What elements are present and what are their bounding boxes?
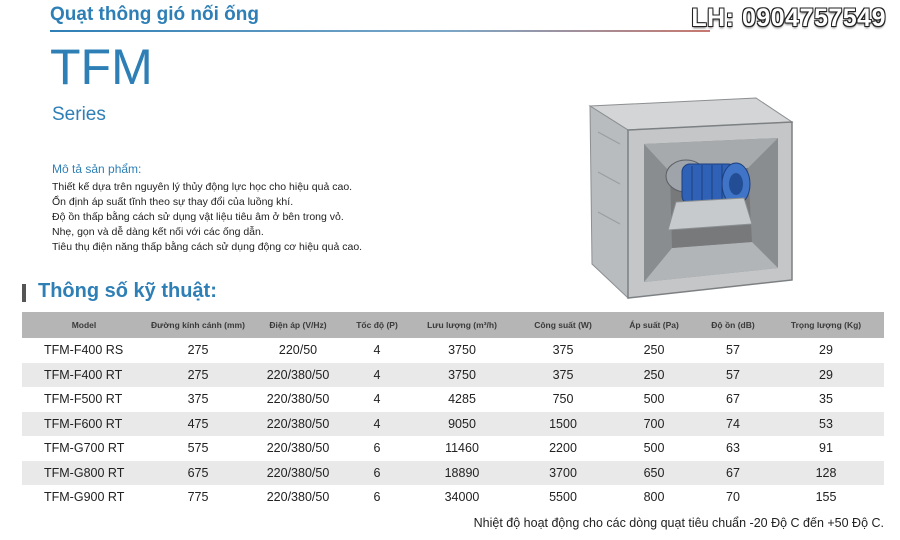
table-cell: 220/380/50 [266,392,330,407]
table-row [22,338,884,363]
table-cell: 57 [726,343,740,358]
table-cell: 128 [768,461,884,486]
table-cell: 1500 [516,412,610,437]
specs-title: Thông số kỹ thuật: [38,280,217,302]
table-cell: 5500 [549,490,577,505]
table-cell: 63 [726,441,740,456]
table-cell: TFM-F400 RT [22,363,146,388]
column-header: Đường kính cánh (mm) [146,312,250,338]
column-header: Điện áp (V/Hz) [250,312,346,338]
column-header: Trọng lượng (Kg) [768,312,884,338]
table-cell: TFM-G800 RT [22,461,146,486]
table-cell: 3700 [516,461,610,486]
section-marker [22,284,26,302]
table-cell: 70 [726,490,740,505]
header-divider [50,30,710,32]
table-cell: 375 [516,363,610,388]
column-header: Áp suất (Pa) [610,312,698,338]
table-cell: 57 [698,363,768,388]
description-list [52,180,362,255]
operating-temperature-note: Nhiệt độ hoạt động cho các dòng quạt tiêu chuẩn -20 Độ C đến +50 Độ C. [473,516,884,530]
table-cell: 2200 [549,441,577,456]
specs-table [22,312,884,510]
table-cell: TFM-G900 RT [44,490,125,505]
table-cell: 6 [373,441,381,456]
table-cell: TFM-F400 RS [44,343,124,358]
table-cell: 18890 [408,461,516,486]
column-header: Lưu lượng (m³/h) [408,312,516,338]
table-row [22,485,884,510]
table-cell: 675 [146,461,250,486]
table-cell: 67 [698,461,768,486]
header-title: Quạt thông gió nối ống [50,4,259,25]
table-cell: TFM-F600 RT [22,412,146,437]
table-cell: 3750 [408,363,516,388]
table-cell: 250 [610,363,698,388]
table-row [22,387,884,412]
table-cell: 4 [373,343,381,358]
table-cell: 500 [643,441,665,456]
table-cell: 4285 [448,392,476,407]
column-header: Công suất (W) [516,312,610,338]
description-line: Nhẹ, gọn và dễ dàng kết nối với các ống dẫn. [52,226,264,238]
table-row [22,412,884,437]
table-cell: 11460 [445,441,479,456]
table-cell: 9050 [408,412,516,437]
table-cell: 575 [187,441,209,456]
table-row [22,461,884,486]
column-header: Model [22,312,146,338]
table-header-row [22,312,884,338]
table-cell: 34000 [444,490,480,505]
table-cell: 67 [726,392,740,407]
table-cell: 650 [610,461,698,486]
table-cell: 375 [552,343,574,358]
fan-product-image [576,92,808,304]
table-cell: TFM-G700 RT [44,441,125,456]
model-title: TFM [50,39,153,95]
table-cell: TFM-F500 RT [44,392,123,407]
table-cell: 4 [346,363,408,388]
table-cell: 220/380/50 [250,363,346,388]
table-cell: 250 [643,343,665,358]
table-cell: 220/380/50 [266,490,330,505]
column-header: Độ ồn (dB) [698,312,768,338]
table-cell: 275 [187,343,209,358]
table-cell: 6 [346,461,408,486]
series-subtitle: Series [52,104,106,125]
column-header: Tốc độ (P) [346,312,408,338]
table-cell: 775 [187,490,209,505]
table-cell: 800 [643,490,665,505]
description-line: Ổn định áp suất tĩnh theo sự thay đổi của luồng khí. [52,196,294,208]
table-cell: 4 [373,392,381,407]
table-cell: 220/50 [278,343,318,358]
table-cell: 750 [552,392,574,407]
table-cell: 3750 [448,343,476,358]
table-cell: 220/380/50 [250,461,346,486]
table-cell: 500 [643,392,665,407]
table-cell: 6 [373,490,381,505]
table-cell: 53 [768,412,884,437]
table-row [22,436,884,461]
table-cell: 700 [610,412,698,437]
table-cell: 220/380/50 [266,441,330,456]
table-cell: 74 [698,412,768,437]
description-heading: Mô tả sản phẩm: [52,162,142,176]
table-cell: 4 [346,412,408,437]
table-cell: 220/380/50 [250,412,346,437]
description-line: Tiêu thụ điện năng thấp bằng cách sử dụng động cơ hiệu quả cao. [52,241,363,253]
table-cell: 29 [819,343,833,358]
table-cell: 155 [815,490,837,505]
description-line: Độ ồn thấp bằng cách sử dụng vật liệu tiêu âm ở bên trong vỏ. [52,211,344,223]
table-cell: 35 [819,392,833,407]
table-row [22,363,884,388]
table-cell: 29 [768,363,884,388]
description-line: Thiết kế dựa trên nguyên lý thủy động lực học cho hiệu quả cao. [52,181,353,193]
table-cell: 475 [146,412,250,437]
table-cell: 275 [146,363,250,388]
table-cell: 91 [819,441,833,456]
table-cell: 375 [187,392,209,407]
hotline-label: LH: 0904757549 [691,4,886,32]
